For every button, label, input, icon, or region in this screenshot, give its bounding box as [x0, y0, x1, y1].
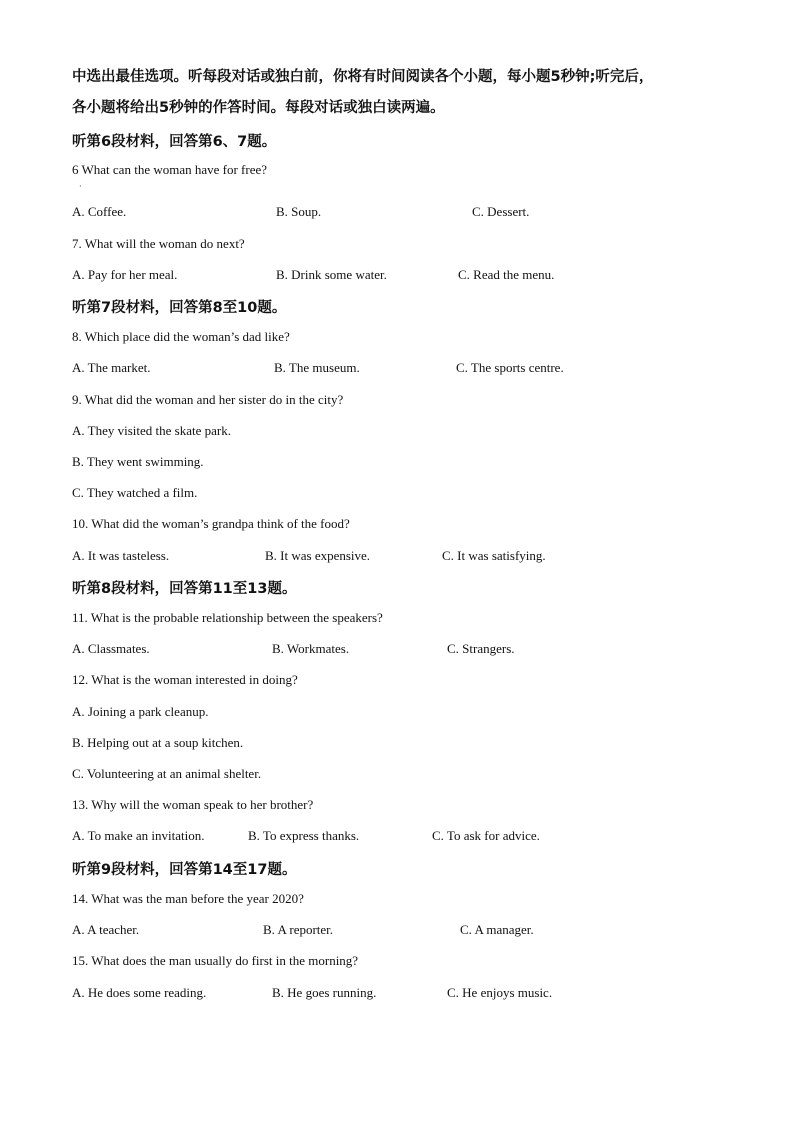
option-6c: C. Dessert.	[472, 204, 530, 219]
option-12c: C. Volunteering at an animal shelter.	[72, 766, 262, 781]
option-8b: B. The museum.	[274, 360, 360, 375]
question-9: 9. What did the woman and her sister do in the city?	[72, 392, 344, 407]
question-11: 11. What is the probable relationship between the speakers?	[72, 610, 383, 625]
instructions	[72, 62, 732, 124]
question-10: 10. What did the woman’s grandpa think of the food?	[72, 516, 350, 531]
question-6: 6 What can the woman have for free?	[72, 162, 268, 177]
option-12b: B. Helping out at a soup kitchen.	[72, 735, 244, 750]
option-7c: C. Read the menu.	[458, 267, 555, 282]
option-6b: B. Soup.	[276, 204, 322, 219]
option-14b: B. A reporter.	[263, 922, 334, 937]
option-11b: B. Workmates.	[272, 641, 350, 656]
option-8a: A. The market.	[72, 360, 151, 375]
section-heading: 听第9段材料，回答第14至17题。	[72, 862, 297, 878]
option-14c: C. A manager.	[460, 922, 534, 937]
option-13b: B. To express thanks.	[248, 828, 360, 843]
section-heading: 听第8段材料，回答第11至13题。	[72, 581, 297, 597]
option-8c: C. The sports centre.	[456, 360, 564, 375]
instructions-line-1: 中选出最佳选项。听每段对话或独白前，你将有时间阅读各个小题，每小题5秒钟;听完后，	[72, 69, 654, 85]
option-15a: A. He does some reading.	[72, 985, 207, 1000]
option-10a: A. It was tasteless.	[72, 548, 170, 563]
option-7a: A. Pay for her meal.	[72, 267, 178, 282]
question-12: 12. What is the woman interested in doing?	[72, 672, 298, 687]
option-12a: A. Joining a park cleanup.	[72, 704, 209, 719]
question-14: 14. What was the man before the year 2020?	[72, 891, 304, 906]
option-10b: B. It was expensive.	[265, 548, 371, 563]
option-13c: C. To ask for advice.	[432, 828, 540, 843]
section-heading: 听第7段材料，回答第8至10题。	[72, 300, 287, 316]
stray-mark: ·	[79, 182, 82, 191]
option-9c: C. They watched a film.	[72, 485, 198, 500]
option-11a: A. Classmates.	[72, 641, 150, 656]
option-13a: A. To make an invitation.	[72, 828, 205, 843]
option-9b: B. They went swimming.	[72, 454, 204, 469]
question-8: 8. Which place did the woman’s dad like?	[72, 329, 290, 344]
option-7b: B. Drink some water.	[276, 267, 387, 282]
question-13: 13. Why will the woman speak to her brother?	[72, 797, 314, 812]
question-15: 15. What does the man usually do first in the morning?	[72, 953, 359, 968]
option-14a: A. A teacher.	[72, 922, 140, 937]
option-6a: A. Coffee.	[72, 204, 127, 219]
option-15b: B. He goes running.	[272, 985, 377, 1000]
question-7: 7. What will the woman do next?	[72, 236, 245, 251]
option-15c: C. He enjoys music.	[447, 985, 553, 1000]
section-heading: 听第6段材料，回答第6、7题。	[72, 134, 277, 150]
option-9a: A. They visited the skate park.	[72, 423, 231, 438]
instructions-line-2: 各小题将给出5秒钟的作答时间。每段对话或独白读两遍。	[72, 100, 445, 116]
option-10c: C. It was satisfying.	[442, 548, 546, 563]
option-11c: C. Strangers.	[447, 641, 515, 656]
